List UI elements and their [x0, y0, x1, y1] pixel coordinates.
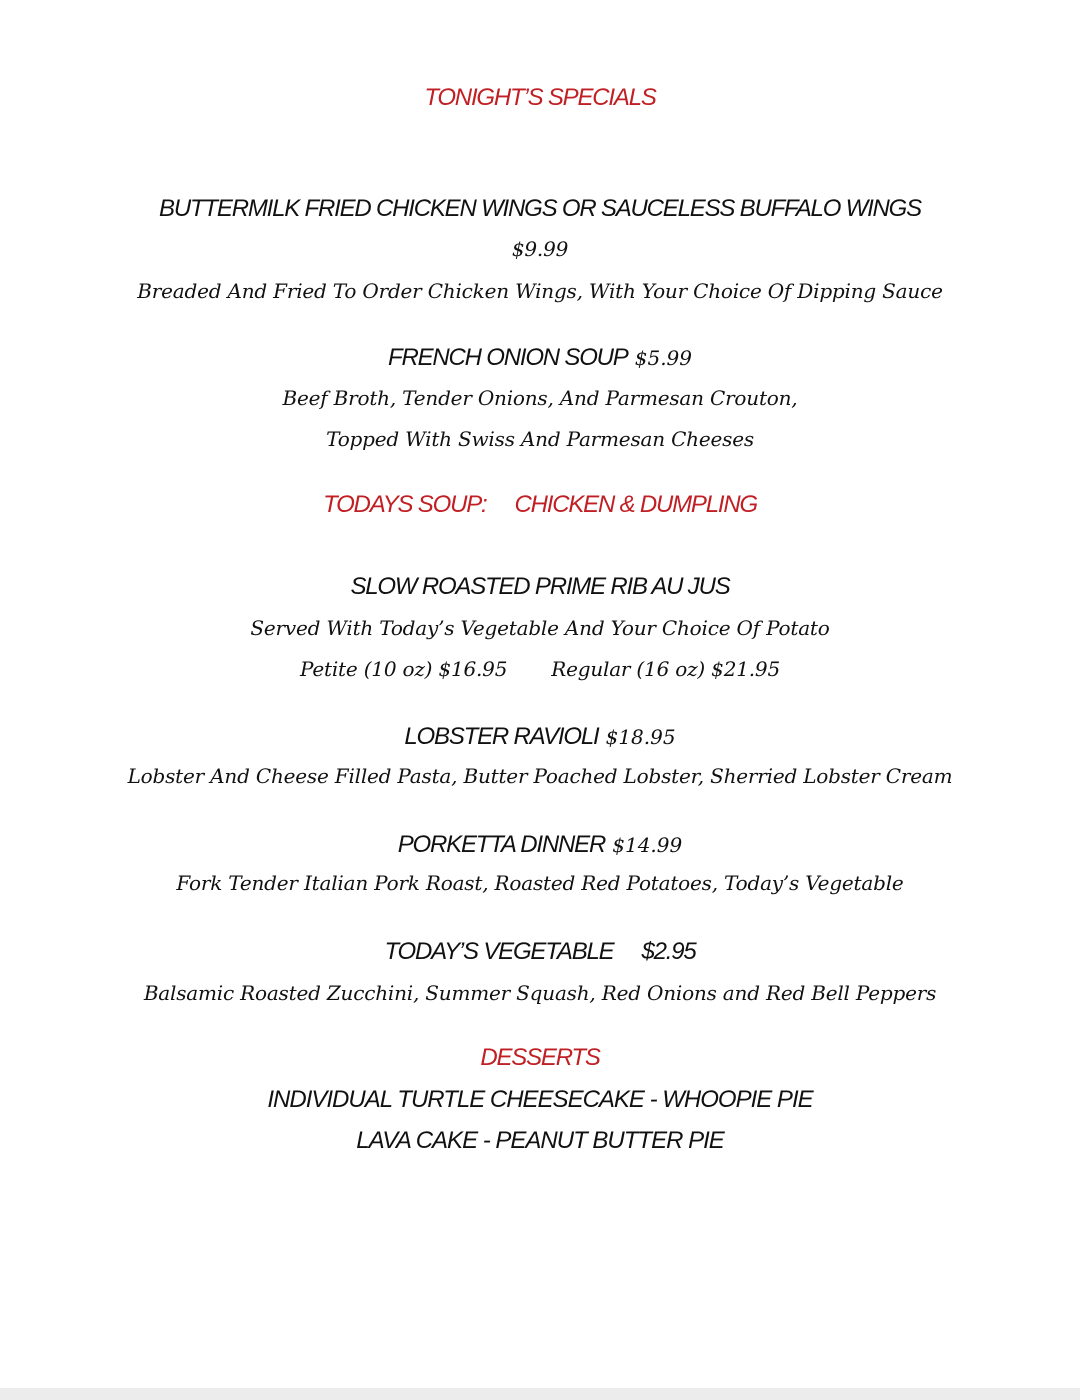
vegetable-heading — [0, 937, 1080, 966]
lobster-ravioli-description: Lobster And Cheese Filled Pasta, Butter Poached Lobster, Sherried Lobster Cream — [127, 764, 953, 788]
prime-rib-description: Served With Today’s Vegetable And Your Choice Of Potato — [250, 616, 830, 640]
prime-rib-petite: Petite (10 oz) $16.95 — [300, 657, 508, 681]
todays-soup-heading — [0, 491, 1080, 519]
lobster-ravioli-price: $18.95 — [605, 725, 676, 749]
todays-soup-label: TODAYS SOUP: — [323, 491, 487, 518]
wings-name: BUTTERMILK FRIED CHICKEN WINGS OR SAUCELESS BUFFALO WINGS — [159, 195, 921, 222]
porketta-price: $14.99 — [612, 833, 683, 857]
lobster-ravioli-name: LOBSTER RAVIOLI — [404, 723, 599, 750]
wings-price: $9.99 — [511, 237, 569, 261]
vegetable-name: TODAY’S VEGETABLE — [384, 938, 614, 965]
onion-soup-description-line2: Topped With Swiss And Parmesan Cheeses — [326, 427, 754, 451]
todays-soup-name: CHICKEN & DUMPLING — [514, 491, 757, 518]
onion-soup-heading — [0, 343, 1080, 372]
desserts-line1: INDIVIDUAL TURTLE CHEESECAKE - WHOOPIE PIE — [267, 1086, 813, 1113]
vegetable-description: Balsamic Roasted Zucchini, Summer Squash, Red Onions and Red Bell Peppers — [143, 981, 937, 1005]
onion-soup-price: $5.99 — [634, 346, 693, 370]
prime-rib-name: SLOW ROASTED PRIME RIB AU JUS — [350, 573, 730, 600]
desserts-line2: LAVA CAKE - PEANUT BUTTER PIE — [356, 1127, 724, 1154]
vegetable-price: $2.95 — [641, 938, 696, 965]
lobster-ravioli-heading — [0, 722, 1080, 751]
prime-rib-sizes — [0, 657, 1080, 681]
porketta-heading — [0, 830, 1080, 859]
menu-title: TONIGHT’S SPECIALS — [424, 84, 656, 111]
porketta-description: Fork Tender Italian Pork Roast, Roasted Red Potatoes, Today’s Vegetable — [176, 871, 904, 895]
onion-soup-description-line1: Beef Broth, Tender Onions, And Parmesan Crouton, — [282, 386, 798, 410]
wings-description: Breaded And Fried To Order Chicken Wings, With Your Choice Of Dipping Sauce — [137, 279, 943, 303]
porketta-name: PORKETTA DINNER — [397, 831, 606, 858]
page-bottom-strip — [0, 1388, 1080, 1400]
prime-rib-regular: Regular (16 oz) $21.95 — [551, 657, 780, 681]
desserts-title: DESSERTS — [480, 1044, 600, 1071]
onion-soup-name: FRENCH ONION SOUP — [387, 344, 628, 371]
